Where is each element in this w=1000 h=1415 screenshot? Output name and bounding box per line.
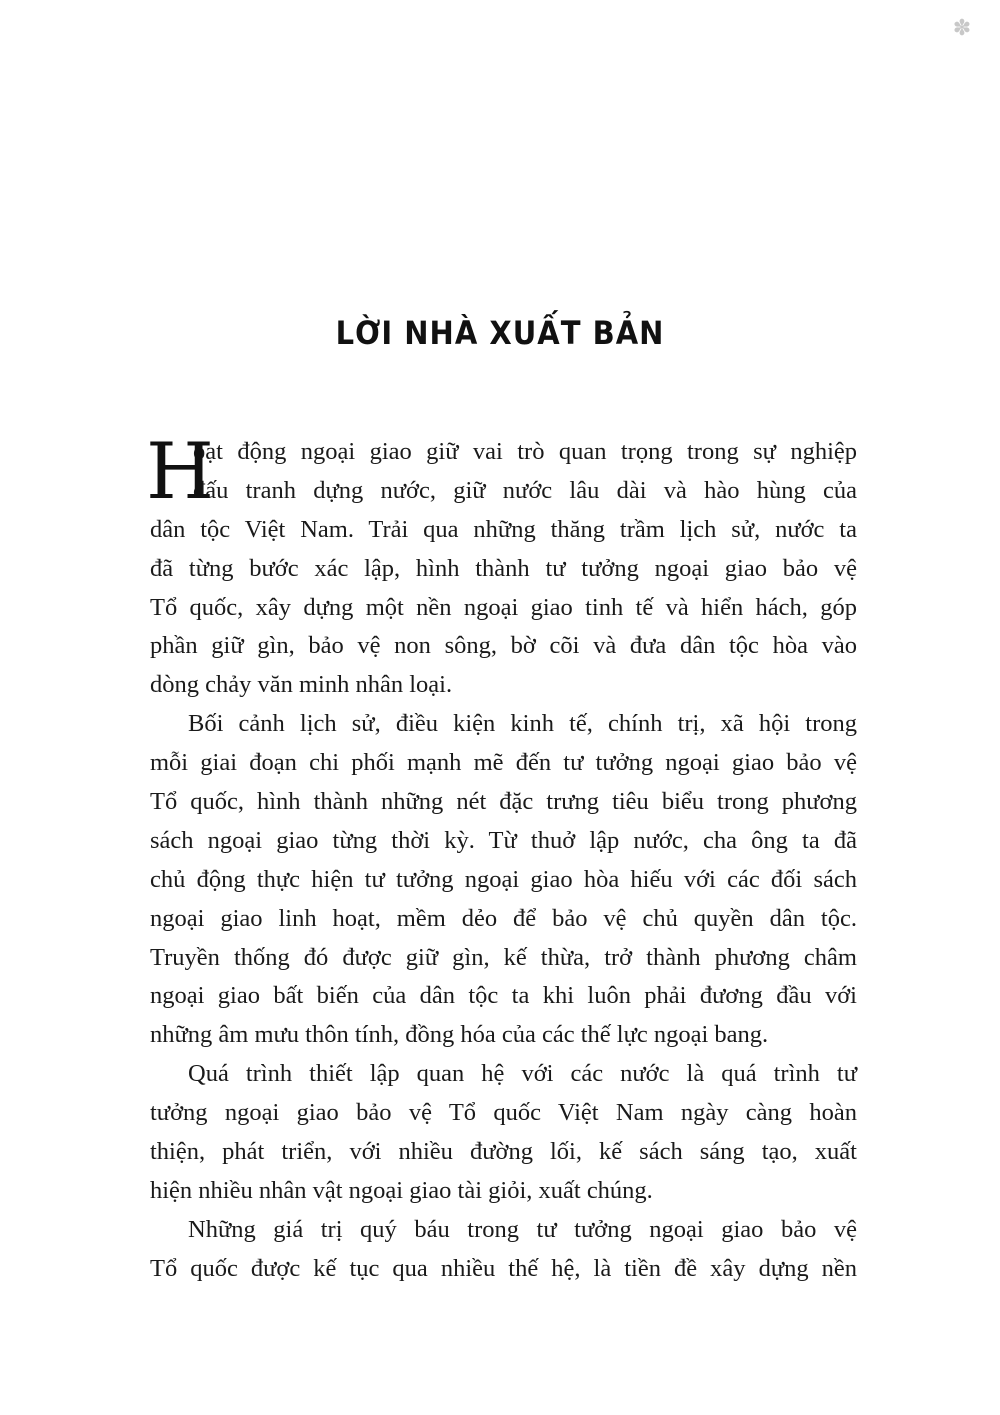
text-line: Bối cảnh lịch sử, điều kiện kinh tế, chính trị, xã hội trong <box>188 710 857 738</box>
text-line: Tổ quốc được kế tục qua nhiều thế hệ, là tiền đề xây dựng nền <box>150 1254 857 1282</box>
text-line: dân tộc Việt Nam. Trải qua những thăng trầm lịch sử, nước ta <box>150 515 857 543</box>
text-line: Truyền thống đó được giữ gìn, kế thừa, trở thành phương châm <box>150 943 857 971</box>
paragraph-2 <box>150 705 857 1055</box>
text-line: đấu tranh dựng nước, giữ nước lâu dài và hào hùng của <box>193 476 857 504</box>
text-line: sách ngoại giao từng thời kỳ. Từ thuở lập nước, cha ông ta đã <box>150 826 857 854</box>
text-line: Tổ quốc, hình thành những nét đặc trưng tiêu biểu trong phương <box>150 788 857 816</box>
text-line: đã từng bước xác lập, hình thành tư tưởng ngoại giao bảo vệ <box>150 554 857 582</box>
text-line: thiện, phát triển, với nhiều đường lối, kế sách sáng tạo, xuất <box>150 1138 857 1166</box>
text-line: phần giữ gìn, bảo vệ non sông, bờ cõi và đưa dân tộc hòa vào <box>150 632 857 660</box>
page-title: LỜI NHÀ XUẤT BẢN <box>335 314 665 352</box>
text-line: oạt động ngoại giao giữ vai trò quan trọng trong sự nghiệp <box>193 438 857 465</box>
paragraph-4 <box>150 1211 857 1289</box>
paragraph-3 <box>150 1055 857 1211</box>
text-line: Tổ quốc, xây dựng một nền ngoại giao tinh tế và hiển hách, góp <box>150 593 857 621</box>
text-line: ngoại giao bất biến của dân tộc ta khi luôn phải đương đầu với <box>150 982 857 1010</box>
text-line: chủ động thực hiện tư tưởng ngoại giao hòa hiếu với các đối sách <box>150 865 857 893</box>
text-line: mỗi giai đoạn chi phối mạnh mẽ đến tư tưởng ngoại giao bảo vệ <box>150 749 857 777</box>
drop-cap: H <box>146 427 215 517</box>
text-line: hiện nhiều nhân vật ngoại giao tài giỏi, xuất chúng. <box>150 1176 653 1204</box>
body-text <box>146 427 857 1289</box>
text-line: Quá trình thiết lập quan hệ với các nước là quá trình tư <box>188 1060 857 1088</box>
text-line: Những giá trị quý báu trong tư tưởng ngoại giao bảo vệ <box>188 1215 857 1243</box>
text-line: dòng chảy văn minh nhân loại. <box>150 671 453 699</box>
text-line: ngoại giao linh hoạt, mềm dẻo để bảo vệ chủ quyền dân tộc. <box>150 904 857 932</box>
paragraph-1 <box>146 427 857 705</box>
text-line: tưởng ngoại giao bảo vệ Tổ quốc Việt Nam ngày càng hoàn <box>150 1099 857 1127</box>
flower-ornament-icon: ✽ <box>952 16 972 41</box>
text-line: những âm mưu thôn tính, đồng hóa của các thế lực ngoại bang. <box>150 1021 769 1049</box>
